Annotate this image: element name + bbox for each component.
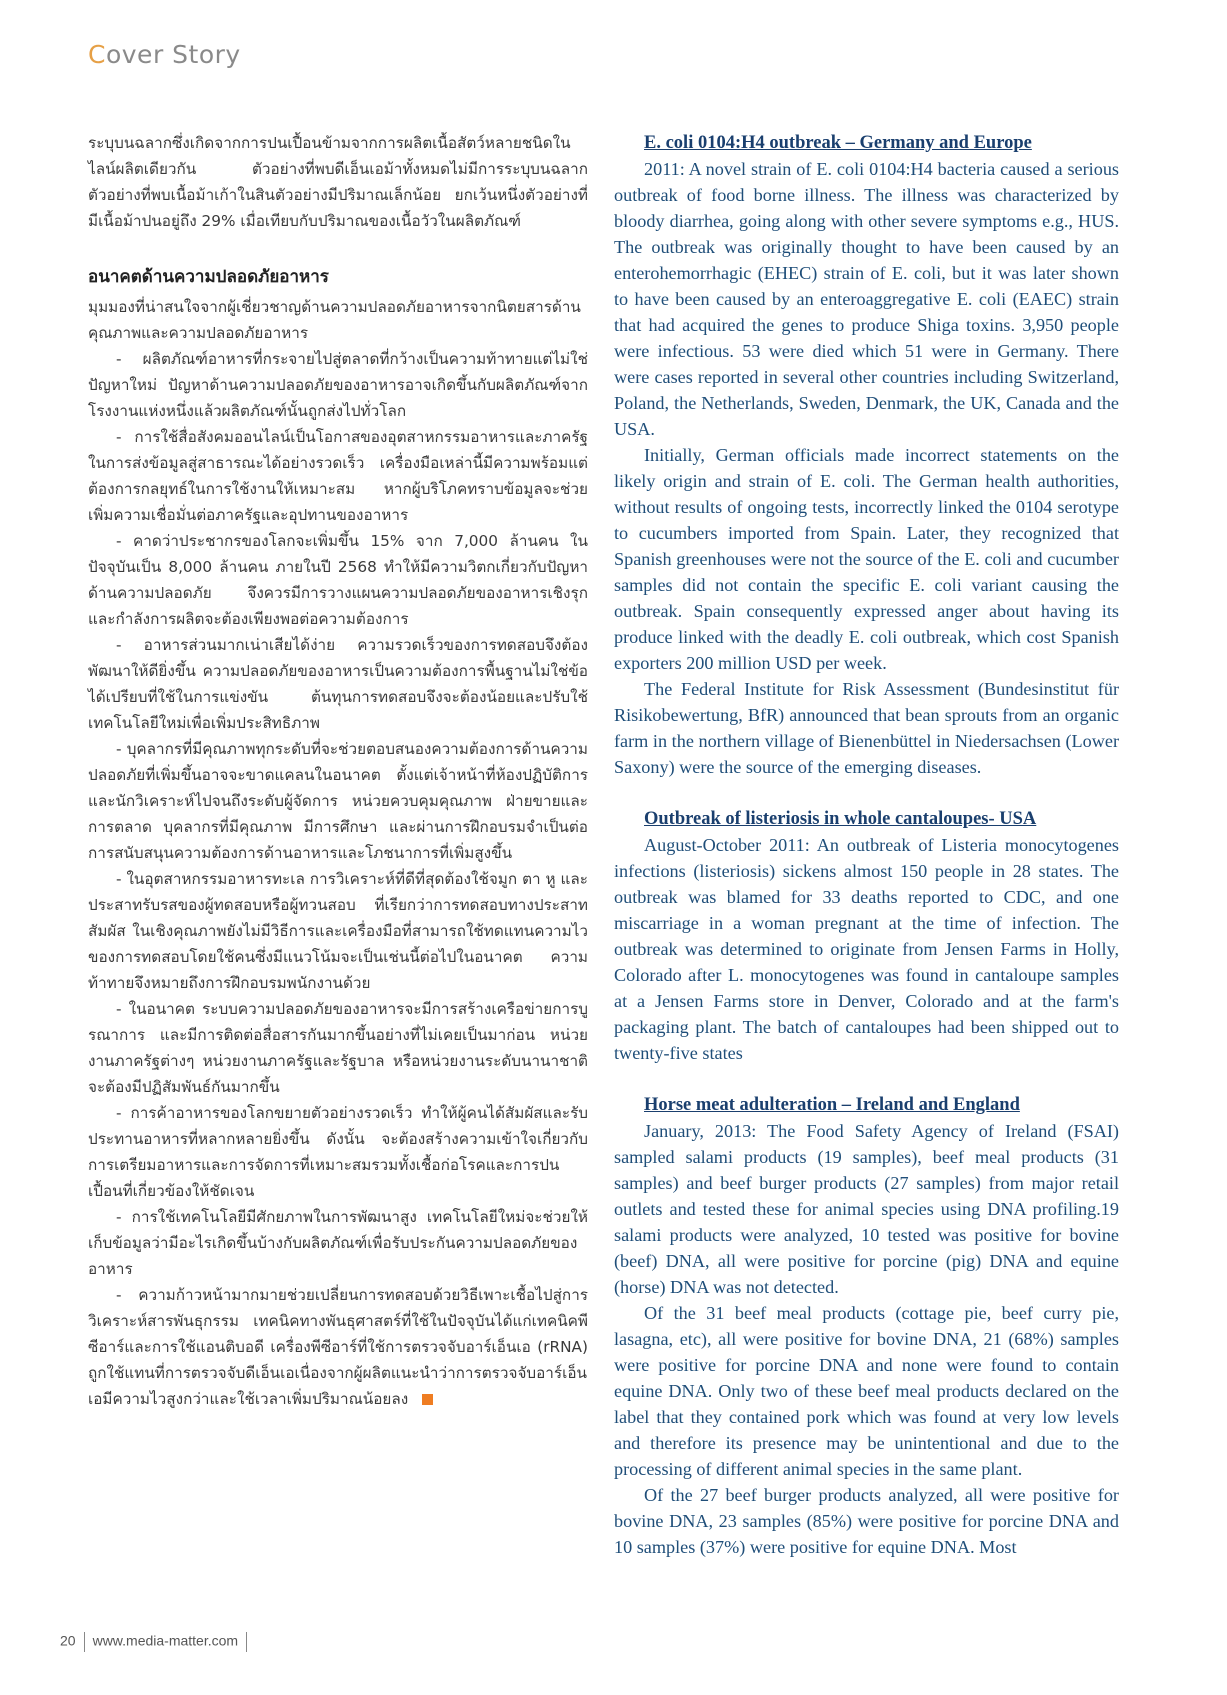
footer-divider (84, 1632, 85, 1652)
lead-paragraph: มุมมองที่น่าสนใจจากผู้เชี่ยวชาญด้านความปลอดภัยอาหารจากนิตยสารด้านคุณภาพและความปลอดภัยอาหาร (88, 298, 581, 342)
left-column (88, 130, 588, 1412)
header-first-letter: C (88, 40, 106, 69)
end-mark-square (422, 1394, 433, 1405)
right-column (614, 130, 1119, 1586)
footer-divider (246, 1632, 247, 1652)
section-paragraph: January, 2013: The Food Safety Agency of Ireland (FSAI) sampled salami products (19 samples), beef meal products (31 samples) and beef burger products (27 samples) from major retail outlets and tested these for animal species using DNA profiling.19 salami products were analyzed, 10 tested was positive for bovine (beef) DNA, all were positive for porcine (pig) DNA and equine (horse) DNA was not detected. (614, 1121, 1119, 1297)
page-footer (60, 1632, 255, 1652)
section-paragraph: Of the 27 beef burger products analyzed, all were positive for bovine DNA, 23 samples (85%) were positive for porcine DNA and 10 samples (37%) were positive for equine DNA. Most (614, 1485, 1119, 1557)
bullet-paragraph: - ในอนาคต ระบบความปลอดภัยของอาหารจะมีการสร้างเครือข่ายการบูรณาการ และมีการติดต่อสื่อสารกันมากขึ้นอย่างที่ไม่เคยเป็นมาก่อน หน่วยงานภาครัฐต่างๆ หน่วยงานภาครัฐและรัฐบาล หรือหน่วยงานระดับนานาชาติ จะต้องมีปฏิสัมพันธ์กันมากขึ้น (88, 1000, 588, 1096)
bullet-paragraph: - บุคลากรที่มีคุณภาพทุกระดับที่จะช่วยตอบสนองความต้องการด้านความปลอดภัยที่เพิ่มขึ้นอาจจะขาดแคลนในอนาคต ตั้งแต่เจ้าหน้าที่ห้องปฏิบัติการและนักวิเคราะห์ไปจนถึงระดับผู้จัดการ หน่วยควบคุมคุณภาพ ฝ่ายขายและการตลาด บุคลากรที่มีคุณภาพ มีการศึกษา และผ่านการฝึกอบรมจำเป็นต่อการสนับสนุนความต้องการด้านอาหารและโภชนาการที่เพิ่มสูงขึ้น (88, 740, 588, 862)
section-title: E. coli 0104:H4 outbreak – Germany and Europe (644, 133, 1032, 153)
footer-website: www.media-matter.com (92, 1632, 239, 1649)
bullet-paragraph: - คาดว่าประชากรของโลกจะเพิ่มขึ้น 15% จาก 7,000 ล้านคน ในปัจจุบันเป็น 8,000 ล้านคน ภายในปี 2568 ทำให้มีความวิตกเกี่ยวกับปัญหาด้านความปลอดภัย จึงควรมีการวางแผนความปลอดภัยของอาหารเชิงรุก และกำลังการผลิตจะต้องเพียงพอต่อความต้องการ (88, 532, 588, 628)
bullet-paragraph: - ในอุตสาหกรรมอาหารทะเล การวิเคราะห์ที่ดีที่สุดต้องใช้จมูก ตา หู และประสาทรับรสของผู้ทดสอบหรือผู้ทวนสอบ ที่เรียกว่าการทดสอบทางประสาทสัมผัส ในเชิงคุณภาพยังไม่มีวิธีการและเครื่องมือที่สามารถใช้ทดแทนความไวของการทดสอบโดยใช้คนซึ่งมีแนวโน้มจะเป็นเช่นนี้ต่อไปในอนาคต ความท้าทายจึงหมายถึงการฝึกอบรมพนักงานด้วย (88, 870, 588, 992)
section-ecoli-outbreak (614, 130, 1119, 780)
section-heading-food-safety-future: อนาคตด้านความปลอดภัยอาหาร (88, 267, 329, 287)
bullet-paragraph: - การค้าอาหารของโลกขยายตัวอย่างรวดเร็ว ทำให้ผู้คนได้สัมผัสและรับประทานอาหารที่หลากหลายยิ่งขึ้น ดังนั้น จะต้องสร้างความเข้าใจเกี่ยวกับการเตรียมอาหารและการจัดการที่เหมาะสมรวมทั้งเชื้อก่อโรคและการปนเปื้อนที่เกี่ยวข้องให้ชัดเจน (88, 1104, 588, 1200)
section-paragraph: The Federal Institute for Risk Assessment (Bundesinstitut für Risikobewertung, BfR) announced that bean sprouts from an organic farm in the northern village of Bienenbüttel in Niedersachsen (Lower Saxony) were the source of the emerging diseases. (614, 679, 1119, 777)
bullet-paragraph: - การใช้เทคโนโลยีมีศักยภาพในการพัฒนาสูง เทคโนโลยีใหม่จะช่วยให้เก็บข้อมูลว่ามีอะไรเกิดขึ้นบ้างกับผลิตภัณฑ์เพื่อรับประกันความปลอดภัยของอาหาร (88, 1208, 588, 1278)
bullet-paragraph: - อาหารส่วนมากเน่าเสียได้ง่าย ความรวดเร็วของการทดสอบจึงต้องพัฒนาให้ดียิ่งขึ้น ความปลอดภัยของอาหารเป็นความต้องการพื้นฐานไม่ใช่ข้อได้เปรียบที่ใช้ในการแข่งขัน ต้นทุนการทดสอบจึงจะต้องน้อยและปรับใช้เทคโนโลยีใหม่เพื่อเพิ่มประสิทธิภาพ (88, 636, 588, 732)
section-title: Outbreak of listeriosis in whole cantaloupes- USA (644, 809, 1037, 829)
section-listeriosis-outbreak (614, 806, 1119, 1066)
bullet-last-text: - ความก้าวหน้ามากมายช่วยเปลี่ยนการทดสอบด้วยวิธีเพาะเชื้อไปสู่การวิเคราะห์สารพันธุกรรม เทคนิคทางพันธุศาสตร์ที่ใช้ในปัจจุบันได้แก่เทคนิคพีซีอาร์และการใช้แอนติบอดี เครื่องพีซีอาร์ที่ใช้การตรวจจับอาร์เอ็นเอ (rRNA) ถูกใช้แทนที่การตรวจจับดีเอ็นเอเนื่องจากผู้ผลิตแนะนำว่าการตรวจจับอาร์เอ็นเอมีความไวสูงกว่าและใช้เวลาเพิ่มปริมาณน้อยลง (88, 1286, 588, 1408)
section-title: Horse meat adulteration – Ireland and England (644, 1095, 1020, 1115)
bullet-paragraph: - การใช้สื่อสังคมออนไลน์เป็นโอกาสของอุตสาหกรรมอาหารและภาครัฐในการส่งข้อมูลสู่สาธารณะได้อย่างรวดเร็ว เครื่องมือเหล่านี้มีความพร้อมแต่ต้องการกลยุทธ์ในการใช้งานให้เหมาะสม หากผู้บริโภคทราบข้อมูลจะช่วยเพิ่มความเชื่อมั่นต่อภาครัฐและอุปทานของอาหาร (88, 428, 588, 524)
section-paragraph: August-October 2011: An outbreak of Listeria monocytogenes infections (listeriosis) sickens almost 150 people in 28 states. The outbreak was blamed for 33 deaths reported to CDC, and one miscarriage in a woman pregnant at the time of infection. The outbreak was determined to originate from Jensen Farms in Holly, Colorado after L. monocytogenes was found in cantaloupe samples at a Jensen Farms store in Denver, Colorado and at the farm's packaging plant. The batch of cantaloupes had been shipped out to twenty-five states (614, 835, 1119, 1063)
intro-paragraph: ระบุบนฉลากซึ่งเกิดจากการปนเปื้อนข้ามจากการผลิตเนื้อสัตว์หลายชนิดในไลน์ผลิตเดียวกัน ตัวอย่างที่พบดีเอ็นเอม้าทั้งหมดไม่มีการระบุบนฉลาก ตัวอย่างที่พบเนื้อม้าเก้าในสินตัวอย่างมีปริมาณเล็กน้อย ยกเว้นหนึ่งตัวอย่างที่มีเนื้อม้าปนอยู่ถึง 29% เมื่อเทียบกับปริมาณของเนื้อวัวในผลิตภัณฑ์ (88, 134, 588, 230)
page-number: 20 (60, 1632, 76, 1649)
section-header (88, 40, 241, 69)
bullet-paragraph-last (88, 1282, 588, 1412)
header-rest: over Story (105, 40, 241, 69)
section-paragraph: Initially, German officials made incorrect statements on the likely origin and strain of E. coli. The German health authorities, without results of ongoing tests, incorrectly linked the 0104 serotype to cucumbers imported from Spain. Later, they recognized that Spanish greenhouses were not the source of the E. coli and cucumber samples did not contain the specific E. coli variant causing the outbreak. Spain consequently expressed anger about having its produce linked with the deadly E. coli outbreak, which cost Spanish exporters 200 million USD per week. (614, 445, 1119, 673)
section-paragraph: 2011: A novel strain of E. coli 0104:H4 bacteria caused a serious outbreak of food borne illness. The illness was characterized by bloody diarrhea, going along with other severe symptoms e.g., HUS. The outbreak was originally thought to have been caused by an enterohemorrhagic (EHEC) strain of E. coli, but it was later shown to have been caused by an enteroaggregative E. coli (EAEC) strain that had acquired the genes to produce Shiga toxins. 3,950 people were infectious. 53 were died which 51 were in Germany. There were cases reported in several other countries including Switzerland, Poland, the Netherlands, Sweden, Denmark, the UK, Canada and the USA. (614, 159, 1119, 439)
section-paragraph: Of the 31 beef meal products (cottage pie, beef curry pie, lasagna, etc), all were positive for bovine DNA, 21 (68%) samples were positive for porcine DNA and none were found to contain equine DNA. Only two of these beef meal products declared on the label that they contained pork which was found at very low levels and therefore its presence may be unintentional and due to the processing of different animal species in the same plant. (614, 1303, 1119, 1479)
bullet-paragraph: - ผลิตภัณฑ์อาหารที่กระจายไปสู่ตลาดที่กว้างเป็นความท้าทายแต่ไม่ใช่ปัญหาใหม่ ปัญหาด้านความปลอดภัยของอาหารอาจเกิดขึ้นกับผลิตภัณฑ์จากโรงงานแห่งหนึ่งแล้วผลิตภัณฑ์นั้นถูกส่งไปทั่วโลก (88, 350, 588, 420)
section-horse-meat (614, 1092, 1119, 1560)
